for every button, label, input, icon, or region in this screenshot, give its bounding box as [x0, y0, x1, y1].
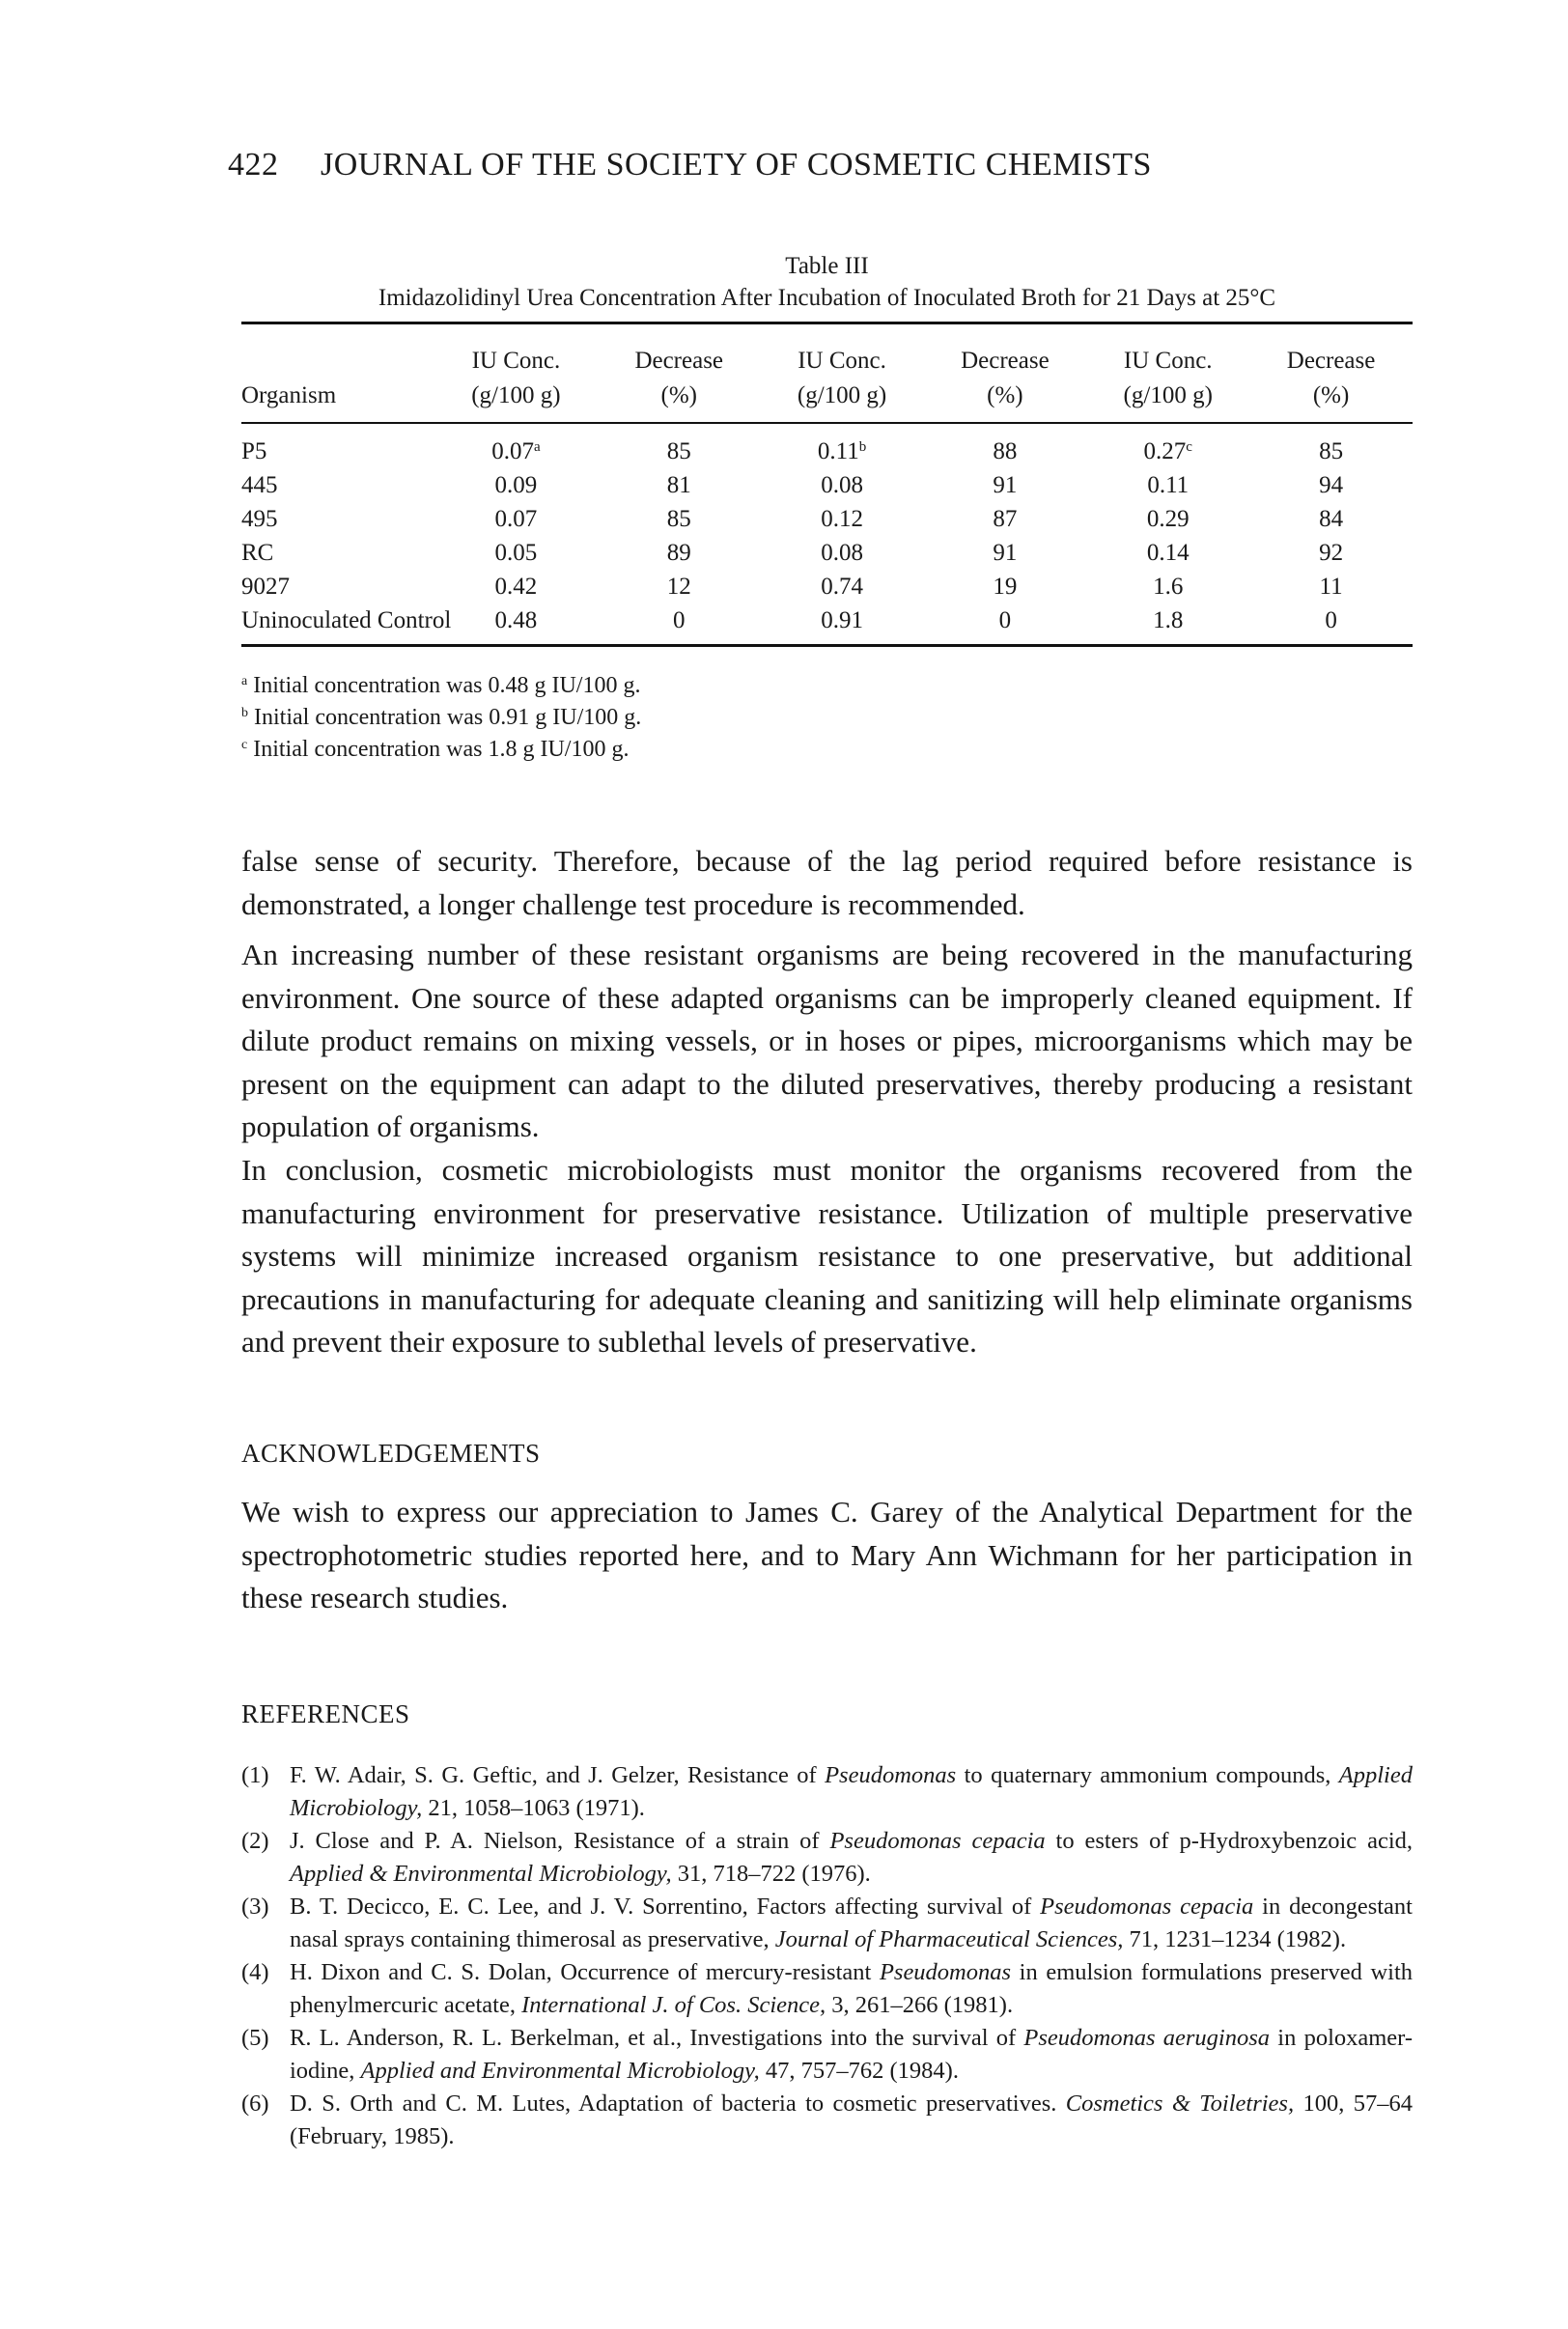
reference-text-segment: 47, 757–762 (1984).	[759, 2058, 959, 2084]
decrease-cell-value: 91	[993, 540, 1018, 566]
reference-item	[241, 2022, 1413, 2088]
iu-conc-cell	[761, 468, 924, 502]
iu-conc-cell-value: 0.74	[821, 574, 863, 600]
decrease-cell-value: 85	[666, 438, 691, 464]
reference-item	[241, 1759, 1413, 1825]
body-paragraph: false sense of security. Therefore, because of the lag period required before resistance is demonstrated, a longer challenge test procedure is recommended.	[241, 844, 1413, 921]
footnote-marker: c	[241, 738, 248, 752]
iu-conc-cell	[761, 502, 924, 536]
table-bottom-rule	[241, 644, 1413, 647]
decrease-cell	[598, 435, 761, 468]
footnote-marker: c	[1186, 439, 1192, 455]
column-header-line1: Decrease	[1286, 348, 1376, 374]
body-paragraph: An increasing number of these resistant organisms are being recovered in the manufacturing environment. One source of these adapted organisms can be improperly cleaned equipment. If dilute product remains on mixing vessels, or in hoses or pipes, microorganisms which may be present on the equipment can adapt to the diluted preservatives, thereby producing a resistant population of organisms.	[241, 938, 1413, 1143]
footnote-text: Initial concentration was 1.8 g IU/100 g.	[253, 737, 630, 762]
iu-conc-cell-value: 0.08	[821, 540, 863, 566]
decrease-cell	[923, 570, 1086, 603]
reference-italic-text: Pseudomonas cepacia	[829, 1828, 1046, 1854]
iu-conc-cell-value: 0.12	[821, 506, 863, 532]
reference-italic-text: Cosmetics & Toiletries,	[1065, 2090, 1295, 2117]
decrease-cell-value: 85	[1319, 438, 1344, 464]
iu-conc-cell-value: 0.27	[1143, 438, 1187, 464]
organism-cell: P5	[241, 438, 267, 464]
reference-text-segment: 3, 261–266 (1981).	[826, 1992, 1014, 2018]
decrease-cell-value: 85	[666, 506, 691, 532]
references-heading: REFERENCES	[241, 1699, 410, 1728]
reference-text-segment: in decongestant nasal sprays containing thimerosal as preservative,	[290, 1894, 1413, 1952]
iu-conc-cell-value: 0.05	[494, 540, 538, 566]
decrease-cell-value: 89	[666, 540, 691, 566]
decrease-cell-value: 0	[672, 607, 686, 633]
reference-text-segment: D. S. Orth and C. M. Lutes, Adaptation of bacteria to cosmetic preservatives.	[290, 2090, 1066, 2117]
page-number: 422	[228, 147, 279, 182]
table-top-rule	[241, 322, 1413, 324]
iu-conc-cell-value: 0.48	[494, 607, 538, 633]
reference-text	[290, 1891, 1413, 1956]
column-header-line2: (g/100 g)	[797, 382, 887, 408]
reference-text-segment: 21, 1058–1063 (1971).	[422, 1795, 645, 1821]
decrease-cell	[598, 536, 761, 570]
iu-conc-cell	[761, 435, 924, 468]
decrease-cell	[598, 502, 761, 536]
data-table	[241, 435, 1413, 637]
reference-text	[290, 1956, 1413, 2022]
table-row	[241, 468, 1413, 502]
table-header	[241, 344, 1413, 413]
reference-text	[290, 1759, 1413, 1825]
iu-conc-cell	[1086, 502, 1249, 536]
decrease-cell-value: 88	[993, 438, 1018, 464]
acknowledgements-heading: ACKNOWLEDGEMENTS	[241, 1439, 541, 1468]
organism-cell: RC	[241, 540, 274, 566]
reference-item	[241, 1825, 1413, 1891]
table-footnote	[241, 737, 629, 763]
table-footnote	[241, 705, 641, 731]
iu-conc-cell	[1086, 570, 1249, 603]
body-paragraph: In conclusion, cosmetic microbiologists must monitor the organisms recovered from the manufacturing environment for preservative resistance. Utilization of multiple preservative systems will minimize increased organism resistance to one preservative, but additional precautions in manufacturing for adequate cleaning and sanitizing will help eliminate organisms and prevent their exposure to sublethal levels of preservative.	[241, 1153, 1413, 1359]
running-head	[228, 147, 1152, 183]
reference-number: (4)	[241, 1959, 269, 1985]
iu-conc-cell-value: 0.29	[1146, 506, 1190, 532]
reference-italic-text: International J. of Cos. Science,	[521, 1992, 826, 2018]
table-caption: Imidazolidinyl Urea Concentration After Incubation of Inoculated Broth for 21 Days at 25°C	[378, 285, 1276, 311]
decrease-cell-value: 0	[998, 607, 1012, 633]
column-header-line2: Organism	[241, 382, 337, 408]
decrease-cell	[1249, 536, 1413, 570]
decrease-cell	[1249, 435, 1413, 468]
decrease-cell	[598, 603, 761, 637]
reference-text	[290, 2088, 1413, 2153]
iu-conc-cell	[434, 502, 598, 536]
reference-text-segment: F. W. Adair, S. G. Geftic, and J. Gelzer, Resistance of	[290, 1762, 826, 1788]
reference-text-segment: to quaternary ammonium compounds,	[956, 1762, 1339, 1788]
footnote-marker: b	[241, 706, 248, 720]
reference-item	[241, 2088, 1413, 2153]
iu-conc-cell	[761, 603, 924, 637]
decrease-cell-value: 0	[1325, 607, 1337, 633]
table-row	[241, 536, 1413, 570]
decrease-cell-value: 84	[1319, 506, 1344, 532]
reference-text-segment: in emulsion formulations preserved with phenylmercuric acetate,	[290, 1959, 1413, 2018]
references-list	[241, 1759, 1413, 2153]
iu-conc-cell-value: 0.91	[821, 607, 863, 633]
reference-text-segment: R. L. Anderson, R. L. Berkelman, et al., Investigations into the survival of	[290, 2025, 1024, 2051]
reference-italic-text: Pseudomonas aeruginosa	[1023, 2025, 1271, 2051]
reference-number: (6)	[241, 2090, 269, 2117]
reference-italic-text: Pseudomonas	[825, 1762, 957, 1788]
reference-italic-text: Pseudomonas cepacia	[1040, 1894, 1254, 1920]
acknowledgements-text: We wish to express our appreciation to James C. Garey of the Analytical Department for the spectrophotometric studies reported here, and to Mary Ann Wichmann for her participation in these research studies.	[241, 1495, 1413, 1614]
reference-text-segment: H. Dixon and C. S. Dolan, Occurrence of mercury-resistant	[290, 1959, 880, 1985]
footnote-marker: a	[533, 439, 541, 455]
column-header-line1	[241, 344, 434, 379]
reference-italic-text: Applied Microbiology,	[290, 1762, 1413, 1821]
iu-conc-cell	[434, 570, 598, 603]
reference-italic-text: Journal of Pharmaceutical Sciences,	[774, 1926, 1124, 1952]
column-header-line1: Decrease	[961, 348, 1050, 374]
reference-text-segment: B. T. Decicco, E. C. Lee, and J. V. Sorrentino, Factors affecting survival of	[290, 1894, 1041, 1920]
reference-italic-text: Applied & Environmental Microbiology,	[290, 1861, 672, 1887]
column-header-line1: IU Conc.	[471, 348, 561, 374]
iu-conc-cell	[761, 536, 924, 570]
decrease-cell-value: 94	[1319, 472, 1344, 498]
reference-item	[241, 1956, 1413, 2022]
column-header-line2: (%)	[1312, 382, 1350, 408]
column-header-line1: IU Conc.	[1123, 348, 1213, 374]
iu-conc-cell-value: 1.8	[1153, 607, 1184, 633]
column-header-line2: (g/100 g)	[1123, 382, 1213, 408]
reference-text-segment: J. Close and P. A. Nielson, Resistance of a strain of	[290, 1828, 830, 1854]
decrease-cell	[923, 536, 1086, 570]
iu-conc-cell-value: 0.11	[1147, 472, 1190, 498]
iu-conc-cell-value: 0.11	[817, 438, 859, 464]
table-row	[241, 502, 1413, 536]
decrease-cell-value: 12	[666, 574, 691, 600]
table-footnote	[241, 673, 640, 699]
table-header-rule	[241, 422, 1413, 424]
footnote-marker: b	[858, 439, 867, 455]
column-header-line1: Decrease	[634, 348, 724, 374]
reference-number: (1)	[241, 1762, 269, 1788]
decrease-cell-value: 92	[1319, 540, 1344, 566]
decrease-cell	[598, 468, 761, 502]
decrease-cell	[923, 468, 1086, 502]
iu-conc-cell	[434, 603, 598, 637]
reference-text	[290, 2022, 1413, 2088]
reference-text-segment: 100, 57–64 (February, 1985).	[290, 2090, 1413, 2149]
reference-text-segment: 71, 1231–1234 (1982).	[1123, 1926, 1347, 1952]
column-header-line2: (%)	[660, 382, 697, 408]
table-row	[241, 435, 1413, 468]
column-header-line1: IU Conc.	[798, 348, 886, 374]
column-header-line2: (g/100 g)	[471, 382, 561, 408]
iu-conc-cell	[1086, 603, 1249, 637]
iu-conc-cell-value: 0.14	[1146, 540, 1190, 566]
journal-title: JOURNAL OF THE SOCIETY OF COSMETIC CHEMISTS	[321, 147, 1152, 182]
iu-conc-cell	[761, 570, 924, 603]
iu-conc-cell	[434, 468, 598, 502]
decrease-cell-value: 91	[993, 472, 1018, 498]
reference-number: (3)	[241, 1894, 269, 1920]
decrease-cell	[1249, 570, 1413, 603]
table-row	[241, 603, 1413, 637]
footnote-marker: a	[241, 674, 248, 688]
iu-conc-cell	[1086, 435, 1249, 468]
reference-text-segment: in poloxamer-iodine,	[290, 2025, 1414, 2084]
organism-cell: Uninoculated Control	[241, 607, 452, 633]
decrease-cell-value: 81	[666, 472, 691, 498]
reference-italic-text: Applied and Environmental Microbiology,	[360, 2058, 760, 2084]
decrease-cell	[1249, 603, 1413, 637]
decrease-cell-value: 87	[993, 506, 1018, 532]
decrease-cell	[923, 502, 1086, 536]
decrease-cell-value: 19	[993, 574, 1018, 600]
decrease-cell	[923, 435, 1086, 468]
footnote-text: Initial concentration was 0.91 g IU/100 g.	[254, 705, 642, 730]
table-title: Table III	[785, 253, 869, 279]
column-header-line2: (%)	[987, 382, 1023, 408]
decrease-cell	[1249, 502, 1413, 536]
iu-conc-cell-value: 0.09	[494, 472, 538, 498]
decrease-cell	[1249, 468, 1413, 502]
iu-conc-cell	[1086, 468, 1249, 502]
reference-text	[290, 1825, 1413, 1891]
iu-conc-cell-value: 0.07	[494, 506, 538, 532]
decrease-cell	[598, 570, 761, 603]
reference-text-segment: 31, 718–722 (1976).	[671, 1861, 871, 1887]
table-row	[241, 570, 1413, 603]
organism-cell: 495	[241, 506, 278, 532]
decrease-cell-value: 11	[1319, 574, 1343, 600]
decrease-cell	[923, 603, 1086, 637]
reference-text-segment: to esters of p-Hydroxybenzoic acid,	[1045, 1828, 1413, 1854]
footnote-text: Initial concentration was 0.48 g IU/100 g.	[253, 673, 641, 698]
iu-conc-cell-value: 0.07	[491, 438, 534, 464]
iu-conc-cell	[434, 536, 598, 570]
iu-conc-cell	[434, 435, 598, 468]
iu-conc-cell-value: 0.42	[494, 574, 538, 600]
reference-item	[241, 1891, 1413, 1956]
reference-italic-text: Pseudomonas	[879, 1959, 1012, 1985]
iu-conc-cell	[1086, 536, 1249, 570]
iu-conc-cell-value: 1.6	[1153, 574, 1184, 600]
iu-conc-cell-value: 0.08	[821, 472, 863, 498]
reference-number: (5)	[241, 2025, 269, 2051]
reference-number: (2)	[241, 1828, 269, 1854]
organism-cell: 445	[241, 472, 278, 498]
organism-cell: 9027	[241, 574, 290, 600]
